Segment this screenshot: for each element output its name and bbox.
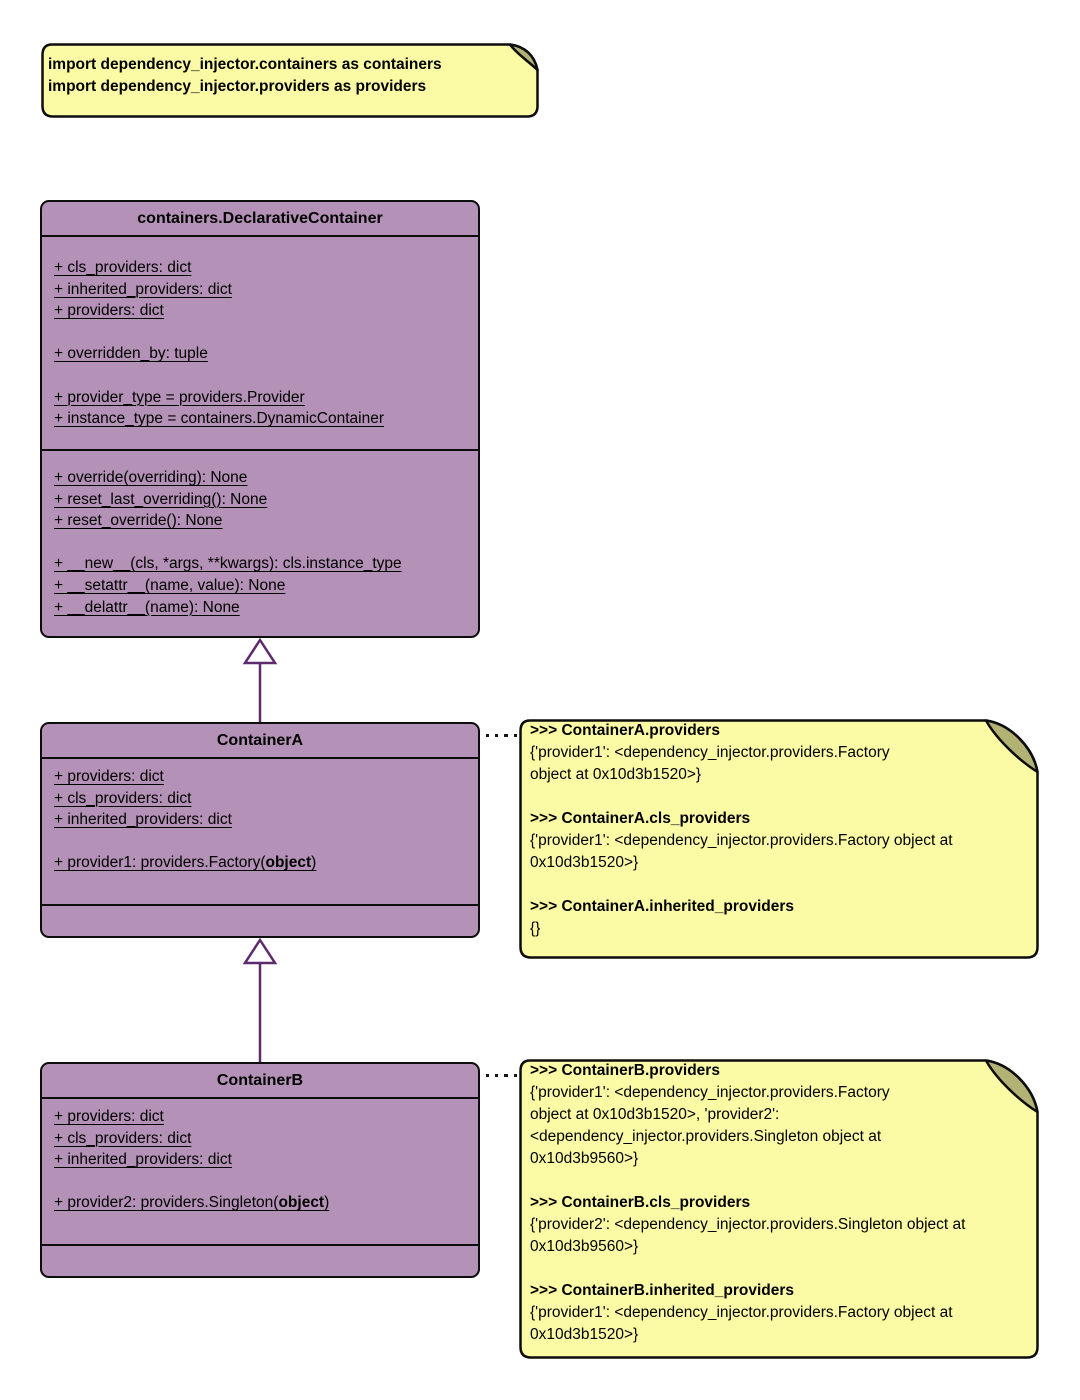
repl-prompt-line: >>> ContainerB.cls_providers <box>530 1194 751 1211</box>
repl-output-line: {'provider1': <dependency_injector.providers.Factory object at <box>530 1304 953 1321</box>
repl-output-line: {'provider2': <dependency_injector.providers.Singleton object at <box>530 1216 966 1233</box>
class-member: + override(overriding): None <box>54 469 248 486</box>
class-member: + cls_providers: dict <box>54 789 192 807</box>
hollow-triangle-icon <box>245 640 275 663</box>
class-title: containers.DeclarativeContainer <box>42 202 478 237</box>
member-text: ) <box>324 1194 330 1212</box>
class-member: + __delattr__(name): None <box>54 598 240 616</box>
import-note-text <box>48 54 532 97</box>
repl-prompt-line: >>> ContainerA.cls_providers <box>530 810 751 827</box>
class-member: + inherited_providers: dict <box>54 1151 232 1169</box>
import-statement: import dependency_injector.providers as providers <box>48 77 427 95</box>
repl-output-line: 0x10d3b9560>} <box>530 1150 639 1167</box>
repl-output-line: {'provider1': <dependency_injector.providers.Factory object at <box>530 832 953 849</box>
dot <box>486 734 489 737</box>
dot <box>504 1074 507 1077</box>
class-member <box>54 365 466 387</box>
repl-output-line: 0x10d3b9560>} <box>530 1238 639 1255</box>
class-declarative-container <box>40 200 480 638</box>
hollow-triangle-icon <box>245 940 275 963</box>
class-member: + inherited_providers: dict <box>54 811 232 829</box>
class-member: + providers: dict <box>54 302 164 320</box>
class-member: + cls_providers: dict <box>54 259 192 276</box>
member-text: ) <box>311 854 317 872</box>
inheritance-arrow <box>230 636 290 724</box>
member-text: + provider1: providers.Factory( <box>54 854 266 872</box>
member-text-bold: object <box>278 1194 325 1212</box>
dotted-connector <box>486 1074 517 1077</box>
class-member <box>54 852 466 874</box>
repl-prompt-line: >>> ContainerA.inherited_providers <box>530 898 795 915</box>
class-member: + instance_type = containers.DynamicContainer <box>54 410 384 428</box>
import-statement: import dependency_injector.containers as containers <box>48 56 442 73</box>
class-attributes <box>42 237 478 451</box>
dot <box>514 1074 517 1077</box>
note-container-a-output <box>518 718 1040 960</box>
class-member: + __new__(cls, *args, **kwargs): cls.instance_type <box>54 555 402 573</box>
blank-line <box>530 1170 1032 1192</box>
class-title: ContainerA <box>42 724 478 759</box>
class-attributes <box>42 759 478 906</box>
dot <box>504 734 507 737</box>
class-methods-empty <box>42 906 478 936</box>
class-methods-empty <box>42 1246 478 1276</box>
repl-output-line: {} <box>530 920 541 937</box>
dotted-connector <box>486 734 517 737</box>
repl-output-line: 0x10d3b1520>} <box>530 854 639 871</box>
repl-output-line: {'provider1': <dependency_injector.providers.Factory <box>530 1084 890 1101</box>
class-member: + provider_type = providers.Provider <box>54 388 305 406</box>
class-member: + __setattr__(name, value): None <box>54 576 286 594</box>
class-member <box>54 1192 466 1214</box>
class-methods <box>42 451 478 636</box>
repl-output-line: {'provider1': <dependency_injector.providers.Factory <box>530 744 890 761</box>
dot <box>486 1074 489 1077</box>
class-container-b <box>40 1062 480 1278</box>
repl-prompt-line: >>> ContainerA.providers <box>530 722 720 739</box>
class-member <box>54 532 466 554</box>
repl-output-line: 0x10d3b1520>} <box>530 1326 639 1343</box>
member-text-bold: object <box>265 854 312 872</box>
repl-output-line: object at 0x10d3b1520>} <box>530 766 702 783</box>
repl-output-line: <dependency_injector.providers.Singleton object at <box>530 1128 882 1145</box>
blank-line <box>530 786 1032 808</box>
member-text: + provider2: providers.Singleton( <box>54 1194 279 1212</box>
blank-line <box>530 874 1032 896</box>
class-container-a <box>40 722 480 938</box>
class-title: ContainerB <box>42 1064 478 1099</box>
class-member: + providers: dict <box>54 1108 164 1125</box>
class-member: + cls_providers: dict <box>54 1129 192 1147</box>
import-note <box>40 42 540 119</box>
blank-line <box>530 1258 1032 1280</box>
class-member: + reset_last_overriding(): None <box>54 490 268 508</box>
class-member: + providers: dict <box>54 768 164 785</box>
note-text <box>530 720 1032 940</box>
class-attributes <box>42 1099 478 1246</box>
class-member: + overridden_by: tuple <box>54 345 208 363</box>
class-member <box>54 831 466 853</box>
repl-prompt-line: >>> ContainerB.providers <box>530 1062 720 1079</box>
class-member: + inherited_providers: dict <box>54 280 232 298</box>
repl-prompt-line: >>> ContainerB.inherited_providers <box>530 1282 795 1299</box>
class-member <box>54 1171 466 1193</box>
repl-output-line: object at 0x10d3b1520>, 'provider2': <box>530 1106 780 1123</box>
dot <box>495 1074 498 1077</box>
note-text <box>530 1060 1032 1346</box>
dot <box>495 734 498 737</box>
class-member: + reset_override(): None <box>54 512 223 530</box>
inheritance-arrow <box>230 936 290 1064</box>
note-container-b-output <box>518 1058 1040 1360</box>
class-member <box>54 322 466 344</box>
dot <box>514 734 517 737</box>
